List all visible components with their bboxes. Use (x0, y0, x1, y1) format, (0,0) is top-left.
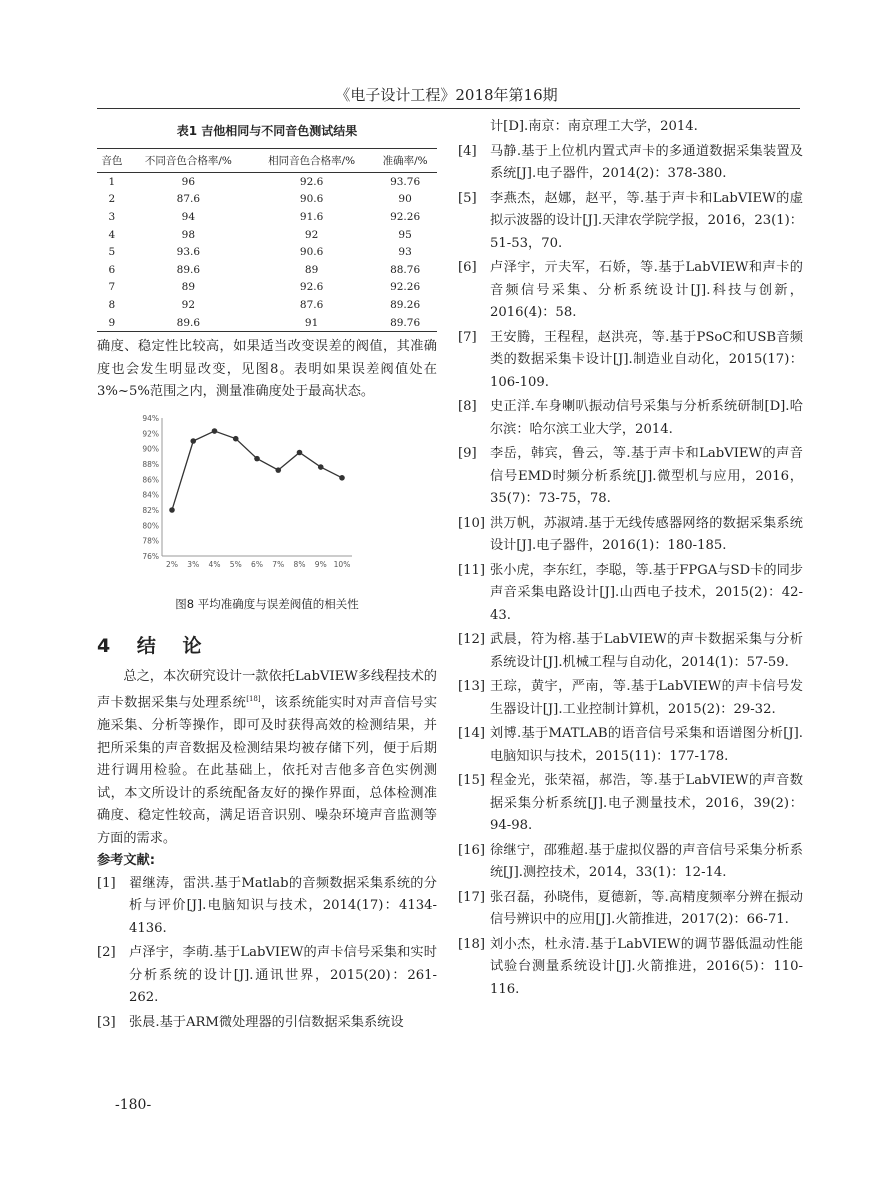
reference-item (458, 327, 803, 395)
table-row (97, 191, 437, 209)
data-point (233, 436, 239, 442)
x-tick-label: 4% (208, 559, 221, 569)
reference-text: 王琮，黄宇，严南，等.基于LabVIEW的声卡信号发生器设计[J].工业控制计算机，2015(2)：29-32. (490, 679, 803, 717)
table-cell: 89.6 (176, 263, 201, 276)
table-cell: 90 (398, 193, 412, 206)
reference-number: [5] (458, 190, 477, 206)
reference-text: 洪万帆，苏淑靖.基于无线传感器网络的数据采集系统设计[J].电子器件，2016(1)：180-185. (490, 515, 803, 553)
x-tick-label: 3% (187, 559, 200, 569)
reference-item (97, 1012, 437, 1035)
data-point (275, 467, 281, 473)
reference-item (97, 873, 437, 941)
reference-number: [13] (458, 679, 486, 694)
references-left (97, 873, 437, 1035)
section-title: 4 结 论 (97, 634, 212, 657)
results-table (97, 148, 437, 332)
reference-number: [14] (458, 726, 486, 741)
data-point (254, 456, 260, 462)
x-tick-label: 10% (333, 559, 351, 569)
series-line (172, 431, 342, 510)
right-column (458, 116, 803, 1003)
reference-number: [9] (458, 446, 477, 461)
conclusion-paragraph (97, 666, 437, 850)
table-cell: 5 (108, 246, 116, 259)
reference-text: 张召磊，孙晓伟，夏德新，等.高精度频率分辨在振动信号辨识中的应用[J].火箭推进，2017(2)：66-71. (490, 889, 803, 927)
reference-item (458, 629, 803, 674)
table-cell: 88.76 (390, 263, 421, 276)
conclusion-text (97, 666, 437, 850)
reference-item (458, 723, 803, 768)
reference-text: 程金光，张荣福，郝浩，等.基于LabVIEW的声音数据采集分析系统[J].电子测量技术，2016，39(2)：94-98. (490, 773, 803, 833)
table-cell: 92 (304, 228, 319, 241)
reference-number: [16] (458, 842, 486, 858)
data-point (169, 507, 175, 513)
x-tick-label: 8% (293, 559, 306, 569)
table-row (97, 296, 437, 314)
data-point (339, 475, 345, 481)
reference-text: 卢泽宇，李萌.基于LabVIEW的声卡信号采集和实时分析系统的设计[J].通讯世界，2015(20)：261-262. (129, 945, 437, 1006)
reference-text: 王安腾，王程程，赵洪亮，等.基于PSoC和USB音频类的数据采集卡设计[J].制造业自动化，2015(17)：106-109. (490, 329, 803, 390)
table-cell: 4 (108, 228, 116, 241)
table-row (97, 173, 437, 191)
column-header: 不同音色合格率/% (127, 149, 250, 173)
reference-item (458, 513, 803, 558)
reference-number: [7] (458, 329, 477, 345)
figure-8 (97, 410, 437, 622)
data-point (297, 450, 303, 456)
y-tick-label: 84% (142, 490, 159, 500)
table-cell: 93 (398, 246, 412, 259)
table-cell: 6 (108, 263, 116, 276)
table-cell: 89.26 (390, 298, 421, 311)
page-number: -180- (115, 1097, 152, 1113)
table-cell: 94 (181, 210, 196, 223)
reference-text: 翟继涛，雷洪.基于Matlab的音频数据采集系统的分析与评价[J].电脑知识与技术，2014(17)：4134-4136. (129, 875, 437, 936)
table-cell: 89 (304, 263, 319, 276)
data-point (190, 438, 196, 444)
reference-text: 张小虎，李东红，李聪，等.基于FPGA与SD卡的同步声音采集电路设计[J].山西电子技术，2015(2)：42-43. (490, 562, 803, 623)
reference-text: 徐继宁，邵雅超.基于虚拟仪器的声音信号采集分析系统[J].测控技术，2014，33(1)：12-14. (490, 842, 803, 880)
y-tick-label: 82% (142, 505, 159, 515)
reference-number: [8] (458, 399, 477, 414)
table-cell: 3 (108, 210, 116, 223)
reference-item (458, 257, 803, 325)
reference-number: [18] (458, 936, 486, 952)
table-cell: 92.26 (390, 210, 421, 223)
x-tick-label: 7% (272, 559, 285, 569)
y-tick-label: 92% (142, 429, 159, 439)
reference-number: [11] (458, 562, 486, 578)
reference-3-continued (458, 116, 803, 139)
x-tick-label: 6% (251, 559, 263, 569)
references-heading: 参考文献: (97, 853, 156, 869)
x-tick-label: 9% (314, 559, 327, 569)
table-cell: 95 (398, 228, 412, 241)
y-tick-label: 80% (142, 521, 159, 531)
reference-text: 卢泽宇，亓夫军，石娇，等.基于LabVIEW和声卡的音频信号采集、分析系统设计[J].科技与创新，2016(4)：58. (490, 260, 803, 320)
reference-item (458, 560, 803, 628)
accuracy-line-chart (132, 410, 362, 578)
reference-text: 李岳，韩宾，鲁云，等.基于声卡和LabVIEW的声音信号EMD时频分析系统[J].微型机与应用，2016，35(7)：73-75，78. (490, 446, 803, 506)
table-cell: 2 (108, 193, 116, 206)
reference-3-cont-text: 计[D].南京：南京理工大学，2014. (490, 119, 698, 134)
table-cell: 92.6 (299, 175, 324, 188)
table-cell: 92.6 (299, 281, 324, 294)
table-cell: 87.6 (299, 298, 324, 311)
reference-item (458, 443, 803, 511)
table-row (97, 314, 437, 332)
reference-item (458, 676, 803, 721)
paragraph-1 (97, 336, 437, 404)
reference-text: 武晨，符为榕.基于LabVIEW的声卡数据采集与分析系统设计[J].机械工程与自动化，2014(1)：57-59. (490, 632, 803, 670)
reference-number: [17] (458, 889, 486, 905)
reference-text: 马静.基于上位机内置式声卡的多通道数据采集装置及系统[J].电子器件，2014(2)：378-380. (490, 143, 803, 181)
reference-item (458, 887, 803, 932)
y-tick-label: 88% (142, 459, 159, 469)
reference-number: [12] (458, 632, 486, 647)
table-cell: 91 (250, 314, 373, 332)
figure-caption: 图8 平均准确度与误差阀值的相关性 (175, 596, 359, 611)
table-cell: 8 (108, 298, 116, 311)
reference-item (458, 188, 803, 256)
table-row (97, 226, 437, 244)
table-cell: 7 (108, 281, 116, 294)
table-cell: 87.6 (176, 193, 201, 206)
table-row (97, 208, 437, 226)
table-cell: 93.6 (176, 246, 201, 259)
y-tick-label: 94% (142, 413, 159, 423)
reference-text: 李燕杰，赵娜，赵平，等.基于声卡和LabVIEW的虚拟示波器的设计[J].天津农学院学报，2016，23(1)：51-53，70. (490, 190, 803, 251)
reference-number: [1] (97, 875, 116, 891)
reference-number: [3] (97, 1014, 116, 1030)
table-header-row (97, 149, 437, 173)
data-point (212, 428, 218, 434)
references-right (458, 141, 803, 1002)
column-header: 准确率/% (373, 149, 437, 173)
x-tick-label: 2% (166, 559, 178, 569)
reference-item (458, 840, 803, 885)
y-tick-label: 86% (142, 475, 159, 485)
reference-text: 张晨.基于ARM微处理器的引信数据采集系统设 (129, 1014, 404, 1030)
reference-item (458, 396, 803, 441)
y-tick-label: 76% (142, 551, 159, 561)
table-cell: 1 (108, 175, 116, 188)
table-row (97, 279, 437, 297)
reference-item (97, 942, 437, 1010)
table-cell: 89.76 (373, 314, 437, 332)
reference-item (458, 934, 803, 1002)
header-rule (97, 108, 800, 109)
reference-number: [10] (458, 515, 486, 531)
reference-number: [15] (458, 773, 486, 788)
reference-number: [4] (458, 143, 477, 159)
table-cell: 92.26 (390, 281, 421, 294)
paragraph-1-text: 确度、稳定性比较高，如果适当改变误差的阀值，其准确度也会发生明显改变，见图8。表明如果误差阀值处在3%~5%范围之内，测量准确度处于最高状态。 (97, 339, 437, 400)
table-cell: 96 (181, 175, 196, 188)
y-tick-label: 90% (142, 444, 159, 454)
conclusion-part-2: ，该系统能实时对声音信号实施采集、分析等操作，即可及时获得高效的检测结果，并把所采集的声音数据及检测结果均被存储下列，便于后期进行调用检验。在此基础上，依托对吉他多音色实例测试，本文所设计的系统配备友好的操作界面，总体检测准确度、稳定性较高，满足语音识别、噪杂环境声音监测等方面的需求。 (97, 695, 438, 846)
reference-number: [6] (458, 260, 477, 275)
data-point (318, 464, 324, 470)
x-tick-label: 5% (229, 559, 242, 569)
table-cell: 93.76 (390, 175, 421, 188)
reference-text: 刘博.基于MATLAB的语音信号采集和语谱图分析[J].电脑知识与技术，2015(11)：177-178. (490, 726, 803, 764)
column-header: 相同音色合格率/% (250, 149, 373, 173)
table-cell: 89 (181, 281, 196, 294)
table-cell: 92 (181, 298, 196, 311)
table-cell: 9 (97, 314, 127, 332)
table-cell: 90.6 (299, 246, 324, 259)
column-header: 音色 (97, 149, 127, 173)
table-row (97, 261, 437, 279)
reference-number: [2] (97, 945, 116, 961)
table-title: 表1 吉他相同与不同音色测试结果 (176, 124, 358, 138)
reference-item (458, 141, 803, 186)
reference-text: 史正洋.车身喇叭振动信号采集与分析系统研制[D].哈尔滨：哈尔滨工业大学，2014. (490, 399, 803, 437)
table-body (97, 173, 437, 332)
reference-text: 刘小杰，杜永清.基于LabVIEW的调节器低温动性能试验台测量系统设计[J].火箭推进，2016(5)：110-116. (490, 936, 803, 997)
y-tick-label: 78% (142, 536, 159, 546)
table-row (97, 243, 437, 261)
table-cell: 89.6 (127, 314, 250, 332)
table-cell: 91.6 (299, 210, 324, 223)
journal-header: 《电子设计工程》2018年第16期 (335, 86, 558, 104)
table-cell: 90.6 (299, 193, 324, 206)
left-column (97, 116, 437, 1036)
table-cell: 98 (181, 228, 196, 241)
conclusion-part-1: 总之，本次研究设计一款依托LabVIEW多线程技术的声卡数据采集与处理系统 (97, 668, 437, 711)
citation-18: [18] (246, 695, 261, 704)
reference-item (458, 770, 803, 838)
